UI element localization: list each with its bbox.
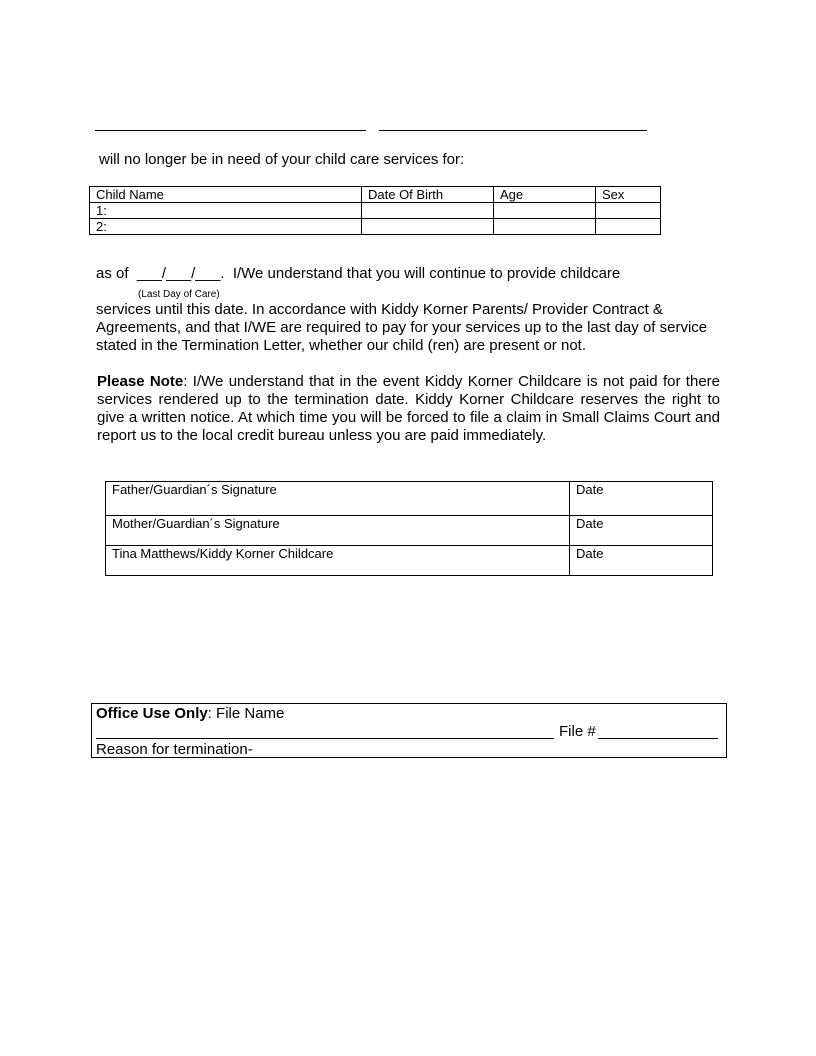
father-date-field[interactable]: Date: [570, 482, 713, 516]
child-2-dob-cell[interactable]: [362, 219, 494, 235]
file-name-blank[interactable]: [96, 738, 554, 739]
reason-label: Reason for termination-: [96, 741, 253, 758]
office-title: Office Use Only: [96, 705, 208, 722]
table-row: [90, 219, 661, 235]
header-date-of-birth: Date Of Birth: [362, 187, 494, 203]
mother-signature-field[interactable]: Mother/Guardian´s Signature: [106, 516, 570, 546]
please-note-label: Please Note: [97, 373, 184, 390]
header-age: Age: [494, 187, 596, 203]
office-header: [96, 705, 284, 723]
as-of-prefix: as of: [96, 265, 129, 282]
signature-row: [106, 546, 713, 576]
intro-text: will no longer be in need of your child care services for:: [99, 151, 465, 168]
child-2-age-cell[interactable]: [494, 219, 596, 235]
father-signature-field[interactable]: Father/Guardian´s Signature: [106, 482, 570, 516]
file-name-label: : File Name: [207, 705, 285, 722]
mother-date-field[interactable]: Date: [570, 516, 713, 546]
child-1-age-cell[interactable]: [494, 203, 596, 219]
file-number-blank[interactable]: [598, 738, 718, 739]
as-of-line: [96, 265, 620, 283]
provider-signature-field[interactable]: Tina Matthews/Kiddy Korner Childcare: [106, 546, 570, 576]
child-1-dob-cell[interactable]: [362, 203, 494, 219]
signature-row: [106, 516, 713, 546]
please-note-paragraph: [97, 373, 720, 445]
child-2-name-cell[interactable]: 2:: [90, 219, 362, 235]
table-row: [90, 203, 661, 219]
children-table: [89, 186, 661, 235]
header-sex: Sex: [596, 187, 661, 203]
please-note-text: : I/We understand that in the event Kiddy Korner Childcare is not paid for there services rendered up to the termination date. Kiddy Korner Childcare reserves the right to give a written notice. At which time you will be forced to file a claim in Small Claims Court and report us to the local credit bureau unless you are paid immediately.: [97, 373, 720, 444]
agreement-paragraph: services until this date. In accordance with Kiddy Korner Parents/ Provider Contract & Agreements, and that I/WE are required to pay for your services up to the last day of service stated in the Termination Letter, whether our child (ren) are present or not.: [96, 301, 708, 354]
child-2-sex-cell[interactable]: [596, 219, 661, 235]
parent-name-blank-2[interactable]: [379, 130, 647, 131]
table-header-row: [90, 187, 661, 203]
child-1-sex-cell[interactable]: [596, 203, 661, 219]
office-use-box: [91, 703, 727, 758]
header-child-name: Child Name: [90, 187, 362, 203]
signature-table: [105, 481, 713, 576]
as-of-suffix: I/We understand that you will continue to provide childcare: [232, 265, 621, 282]
file-number-label: File #: [559, 723, 596, 740]
signature-row: [106, 482, 713, 516]
last-day-caption: (Last Day of Care): [138, 289, 220, 300]
provider-date-field[interactable]: Date: [570, 546, 713, 576]
last-day-date-blank[interactable]: ___/___/___.: [136, 265, 225, 282]
child-1-name-cell[interactable]: 1:: [90, 203, 362, 219]
parent-name-blank-1[interactable]: [95, 130, 366, 131]
